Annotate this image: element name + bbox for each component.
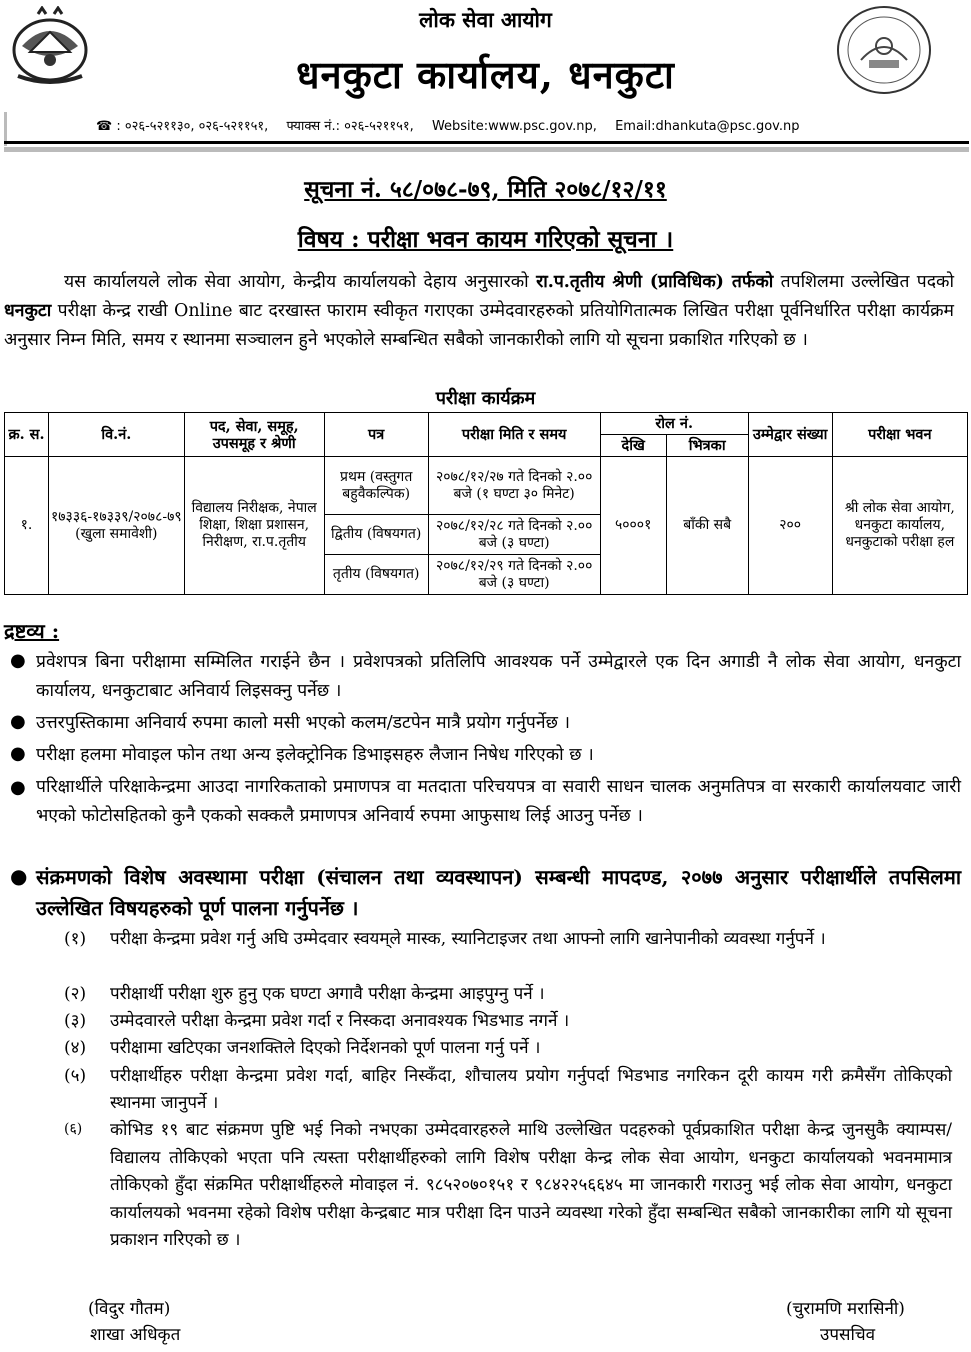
header-candidates: उम्मेद्वार संख्या [748, 413, 832, 457]
cell-paper: प्रथम (वस्तुगत बहुवैकल्पिक) [324, 457, 428, 515]
office-name: धनकुटा कार्यालय, धनकुटा [296, 52, 675, 97]
header-divider [4, 141, 969, 144]
fax-text: फ्याक्स नं.: ०२६-५२११५१, [286, 119, 414, 134]
sub-item: कोभिड १९ बाट संक्रमण पुष्टि भई निको नभएका उम्मेदवारहरुले माथि उल्लेखित पदहरुको पूर्वप्रकाशित परीक्षा केन्द्र जुनसुकै क्याम्पस/विद्यालय तोकिएको भएता पनि त्यस्ता परीक्षार्थीहरुको लागि विशेष परीक्षा केन्द्र लोक सेवा आयोग, धनकुटा कार्यालयको भवनमामात्र तोकिएको हुँदा संक्रमित परीक्षार्थीहरुले मोवाइल नं. ९८५२०७०१५१ र ९८४२२५६६४५ मा जानकारी गराउनु भई लोक सेवा आयोग, धनकुटा कार्यालयको भवनमा रहेको विशेष परीक्षा केन्द्रबाट मात्र परीक्षा दिन पाउने व्यवस्था गरेको हुँदा सम्बन्धित सबैको जानकारीका लागि यो सूचना प्रकाशन गरिएको छ । [110, 1120, 952, 1250]
note-item: उत्तरपुस्तिकामा अनिवार्य रुपमा कालो मसी भएको कलम/डटपेन मात्रै प्रयोग गर्नुपर्नेछ । [36, 713, 571, 733]
cell-candidates: २०० [748, 457, 832, 595]
header-adv-no: वि.नं. [49, 413, 185, 457]
bullet-icon: ● [10, 650, 26, 671]
sub-item-number: (५) [64, 1066, 87, 1086]
right-signatory-name: (चुरामणि मरासिनी) [786, 1299, 905, 1319]
note-item: परिक्षार्थीले परिक्षाकेन्द्रमा आउदा नागरिकताको प्रमाणपत्र वा मतदाता परिचयपत्र वा सवारी साधन चालक अनुमतिपत्र वा सरकारी कार्यालयवाट जारी भएको फोटोसहितको कुनै एकको सक्कलै प्रमाणपत्र अनिवार्य रुपमा आफुसाथ लिई आउनु पर्नेछ । [36, 777, 961, 826]
right-signatory-title: उपसचिव [820, 1325, 876, 1345]
sub-item: परीक्षामा खटिएका जनशक्तिले दिएको निर्देशनको पूर्ण पालना गर्नु पर्ने । [110, 1038, 541, 1058]
header-roll-from: देखि [600, 435, 666, 457]
cell-datetime: २०७८/१२/२९ गते दिनको २.०० बजे (३ घण्टा) [428, 555, 600, 595]
header-sn: क्र. स. [5, 413, 49, 457]
cell-venue: श्री लोक सेवा आयोग, धनकुटा कार्यालय, धनकुटाको परीक्षा हल [832, 457, 967, 595]
header-venue: परीक्षा भवन [832, 413, 967, 457]
cell-datetime: २०७८/१२/२७ गते दिनको २.०० बजे (१ घण्टा ३० मिनेट) [428, 457, 600, 515]
bullet-icon: ● [10, 864, 28, 888]
header-post: पद, सेवा, समूह, उपसमूह र श्रेणी [184, 413, 324, 457]
sub-item: उम्मेदवारले परीक्षा केन्द्रमा प्रवेश गर्दा र निस्कदा अनावश्यक भिडभाड नगर्ने । [110, 1011, 570, 1031]
left-signatory-title: शाखा अधिकृत [90, 1325, 181, 1345]
sub-item-number: (२) [64, 984, 87, 1004]
sub-item: परीक्षार्थीहरु परीक्षा केन्द्रमा प्रवेश गर्दा, बाहिर निस्कँदा, शौचालय प्रयोग गर्नुपर्दा भिडभाड नगरिकन दूरी कायम गरी क्रमैसँग तोकिएको स्थानमा जानुपर्ने । [110, 1066, 952, 1113]
contact-line [96, 116, 813, 134]
sub-item-number: (३) [64, 1011, 87, 1031]
exam-schedule-table [4, 412, 968, 595]
cell-datetime: २०७८/१२/२८ गते दिनको २.०० बजे (३ घण्टा) [428, 515, 600, 555]
cell-sn: १. [5, 457, 49, 595]
cell-paper: तृतीय (विषयगत) [324, 555, 428, 595]
header-roll-to: भित्रका [666, 435, 748, 457]
sub-item-number: (४) [64, 1038, 87, 1058]
sub-item: परीक्षार्थी परीक्षा शुरु हुनु एक घण्टा अगावै परीक्षा केन्द्रमा आइपुग्नु पर्ने । [110, 984, 545, 1004]
cell-adv-no: १७३३६-१७३३९/२०७८-७९ (खुला समावेशी) [49, 457, 185, 595]
note-item: प्रवेशपत्र बिना परीक्षामा सम्मिलित गराईने छैन । प्रवेशपत्रको प्रतिलिपि आवश्यक पर्ने उम्मेद्वारले एक दिन अगाडी नै लोक सेवा आयोग, धनकुटा कार्यालय, धनकुटाबाट अनिवार्य लिइसक्नु पर्नेछ । [36, 652, 961, 701]
cell-roll-from: ५०००१ [600, 457, 666, 595]
notice-paragraph: यस कार्यालयले लोक सेवा आयोग, केन्द्रीय कार्यालयको देहाय अनुसारको रा.प.तृतीय श्रेणी (प्राविधिक) तर्फको तपशिलमा उल्लेखित पदको धनकुटा परीक्षा केन्द्र राखी Online बाट दरखास्त फाराम स्वीकृत गराएका उम्मेदवारहरुको प्रतियोगितात्मक लिखित परीक्षा पूर्वनिर्धारित परीक्षा कार्यक्रम अनुसार निम्न मिति, समय र स्थानमा सञ्चालन हुने भएकोले सम्बन्धित सबैको जानकारीको लागि यो सूचना प्रकाशित गरिएको छ । [4, 272, 954, 350]
header-datetime: परीक्षा मिति र समय [428, 413, 600, 457]
note-item: परीक्षा हलमा मोवाइल फोन तथा अन्य इलेक्ट्रोनिक डिभाइसहरु लैजान निषेध गरिएको छ । [36, 745, 594, 765]
notes-heading: द्रष्टव्य : [4, 619, 60, 643]
cell-paper: द्वितीय (विषयगत) [324, 515, 428, 555]
sub-item: परीक्षा केन्द्रमा प्रवेश गर्नु अघि उम्मेदवार स्वयम्‌ले मास्क, स्यानिटाइजर तथा आफ्नो लागि खानेपानीको व्यवस्था गर्नुपर्ने । [110, 929, 826, 949]
cell-post: विद्यालय निरीक्षक, नेपाल शिक्षा, शिक्षा प्रशासन, निरीक्षण, रा.प.तृतीय [184, 457, 324, 595]
header-roll: रोल नं. [600, 413, 748, 435]
notice-number: सूचना नं. ५८/०७८-७९, मिति २०७८/१२/११ [304, 176, 667, 203]
org-name: लोक सेवा आयोग [419, 7, 552, 32]
sub-item-number: (१) [64, 929, 87, 949]
bullet-icon: ● [10, 743, 26, 764]
header-paper: पत्र [324, 413, 428, 457]
email-link[interactable]: Email:dhankuta@psc.gov.np [615, 119, 800, 134]
bullet-icon: ● [10, 711, 26, 732]
table-row [5, 457, 968, 515]
special-note: संक्रमणको विशेष अवस्थामा परीक्षा (संचालन तथा व्यवस्थापन) सम्बन्धी मापदण्ड, २०७७ अनुसार परीक्षार्थीले तपसिलमा उल्लेखित विषयहरुको पूर्ण पालना गर्नुपर्नेछ । [36, 865, 961, 920]
left-signatory-name: (विदुर गौतम) [88, 1299, 171, 1319]
website-link[interactable]: Website:www.psc.gov.np, [431, 119, 597, 134]
notice-subject: विषय : परीक्षा भवन कायम गरिएको सूचना । [297, 226, 674, 253]
phone-text: ☎ : ०२६-५२११३०, ०२६-५२११५१, [96, 119, 269, 134]
header-divider-shadow [4, 147, 969, 152]
bullet-icon: ● [10, 777, 26, 798]
sub-item-number: (६) [64, 1121, 83, 1137]
program-title: परीक्षा कार्यक्रम [435, 388, 536, 409]
cell-roll-to: बाँकी सबै [666, 457, 748, 595]
